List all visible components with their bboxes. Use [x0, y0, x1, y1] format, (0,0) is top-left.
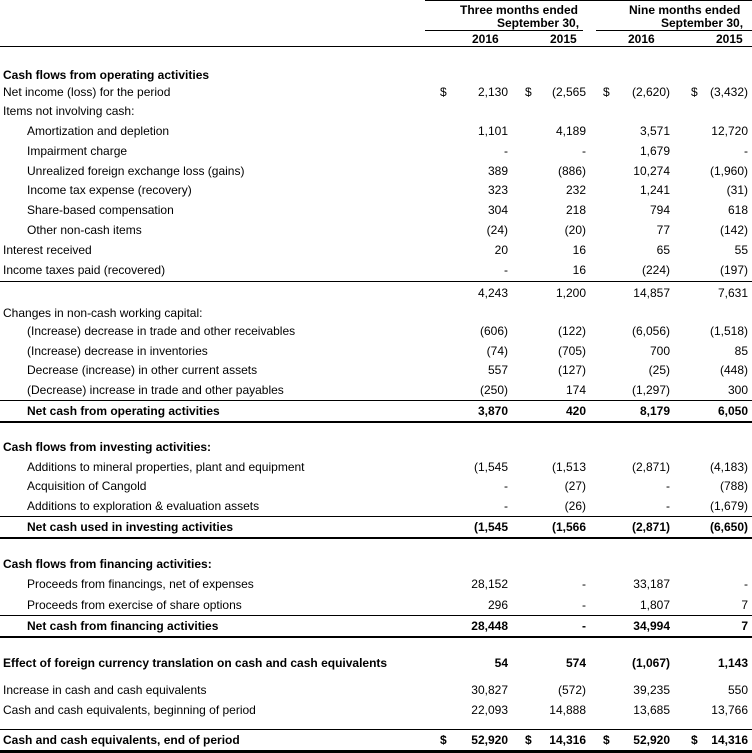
value-cell — [682, 306, 748, 322]
operating-total-top-rule — [0, 400, 752, 401]
value-cell: 22,093 — [471, 703, 508, 717]
value-cell: - — [582, 577, 586, 591]
value-cell: 389 — [487, 164, 508, 178]
value-cell: 218 — [565, 203, 586, 217]
three-months-underline — [425, 30, 583, 31]
value-cell: 7,631 — [717, 286, 748, 300]
value-cell: 3,870 — [477, 404, 508, 418]
operating-total-bottom-rule — [0, 421, 752, 423]
value-cell: 52,920 — [471, 733, 508, 747]
value-cell — [682, 68, 748, 84]
value-cell: (1,545 — [473, 520, 508, 534]
value-cell: 8,179 — [639, 404, 670, 418]
value-cell: 14,888 — [549, 703, 586, 717]
row-label: Share-based compensation — [27, 203, 174, 217]
row-label: Net cash used in investing activities — [27, 520, 234, 534]
table-row — [0, 201, 752, 221]
value-cell: 33,187 — [633, 577, 670, 591]
value-cell: 1,241 — [639, 183, 670, 197]
value-cell: - — [666, 479, 670, 493]
dollar-sign: $ — [603, 85, 610, 99]
row-label: Cash and cash equivalents, beginning of period — [3, 703, 256, 717]
year-col-2: 2015 — [550, 32, 577, 46]
value-cell: (6,056) — [631, 324, 670, 338]
value-cell — [442, 557, 508, 573]
value-cell: 300 — [727, 383, 748, 397]
table-row — [0, 284, 752, 304]
value-cell — [520, 68, 586, 84]
value-cell: (2,620) — [631, 85, 670, 99]
table-row — [0, 681, 752, 701]
value-cell: 55 — [734, 243, 748, 257]
nine-months-header-line1: Nine months ended — [629, 3, 741, 17]
value-cell: 65 — [656, 243, 670, 257]
value-cell: - — [666, 499, 670, 513]
value-cell: (788) — [719, 479, 748, 493]
table-row — [0, 361, 752, 381]
value-cell: 323 — [487, 183, 508, 197]
row-label: Additions to exploration & evaluation assets — [27, 499, 260, 513]
value-cell: (886) — [557, 164, 586, 178]
value-cell: - — [582, 619, 586, 633]
value-cell: - — [582, 598, 586, 612]
value-cell: 304 — [487, 203, 508, 217]
value-cell: - — [504, 263, 508, 277]
value-cell: (3,432) — [709, 85, 748, 99]
header-bottom-rule — [0, 46, 752, 47]
value-cell: 4,243 — [477, 286, 508, 300]
row-label: Unrealized foreign exchange loss (gains) — [27, 164, 245, 178]
value-cell: (1,518) — [709, 324, 748, 338]
row-label: Income tax expense (recovery) — [27, 183, 192, 197]
table-row — [0, 617, 752, 637]
value-cell: - — [504, 479, 508, 493]
value-cell: 30,827 — [471, 683, 508, 697]
year-col-4: 2015 — [716, 32, 743, 46]
nine-months-underline — [596, 30, 752, 31]
value-cell — [442, 440, 508, 456]
value-cell: 52,920 — [633, 733, 670, 747]
value-cell: 4,189 — [555, 124, 586, 138]
value-cell: 1,200 — [555, 286, 586, 300]
table-row — [0, 221, 752, 241]
value-cell: (197) — [719, 263, 748, 277]
row-label: Additions to mineral properties, plant and equipment — [27, 460, 305, 474]
value-cell: (606) — [479, 324, 508, 338]
value-cell: 28,448 — [471, 619, 508, 633]
financing-total-bottom-rule — [0, 636, 752, 638]
row-label: Proceeds from financings, net of expenses — [27, 577, 254, 591]
top-rule — [425, 0, 752, 1]
row-label: Income taxes paid (recovered) — [3, 263, 166, 277]
table-row — [0, 261, 752, 281]
nine-months-header-line2: September 30, — [661, 16, 744, 30]
value-cell: (20) — [564, 223, 586, 237]
value-cell: (74) — [486, 344, 508, 358]
table-row — [0, 497, 752, 517]
table-row — [0, 304, 752, 324]
row-label: Decrease (increase) in other current assets — [27, 363, 258, 377]
value-cell: 14,857 — [633, 286, 670, 300]
value-cell: (4,183) — [709, 460, 748, 474]
value-cell: 557 — [487, 363, 508, 377]
value-cell — [682, 104, 748, 120]
value-cell — [520, 440, 586, 456]
value-cell: 39,235 — [633, 683, 670, 697]
table-row — [0, 477, 752, 497]
value-cell — [604, 440, 670, 456]
value-cell — [604, 306, 670, 322]
dollar-sign: $ — [525, 733, 532, 747]
value-cell — [520, 104, 586, 120]
row-label: Interest received — [3, 243, 92, 257]
value-cell: 14,316 — [549, 733, 586, 747]
value-cell: (26) — [564, 499, 586, 513]
table-row — [0, 438, 752, 458]
value-cell: (142) — [719, 223, 748, 237]
value-cell: 28,152 — [471, 577, 508, 591]
table-row — [0, 701, 752, 721]
row-label: Amortization and depletion — [27, 124, 170, 138]
value-cell: 232 — [565, 183, 586, 197]
value-cell: - — [504, 499, 508, 513]
value-cell: (127) — [557, 363, 586, 377]
value-cell: 420 — [565, 404, 586, 418]
row-label: Impairment charge — [27, 144, 128, 158]
dollar-sign: $ — [440, 733, 447, 747]
value-cell: 7 — [741, 598, 748, 612]
row-label: Acquisition of Cangold — [27, 479, 147, 493]
value-cell: (448) — [719, 363, 748, 377]
value-cell: (572) — [557, 683, 586, 697]
value-cell — [442, 104, 508, 120]
value-cell: 3,571 — [639, 124, 670, 138]
value-cell — [682, 557, 748, 573]
value-cell: (1,566 — [551, 520, 586, 534]
row-label: Net income (loss) for the period — [3, 85, 171, 99]
value-cell: 1,807 — [639, 598, 670, 612]
dollar-sign: $ — [691, 733, 698, 747]
value-cell: (2,871) — [631, 460, 670, 474]
row-label: Changes in non-cash working capital: — [3, 306, 203, 320]
value-cell: 20 — [494, 243, 508, 257]
row-label: Items not involving cash: — [3, 104, 135, 118]
row-label: Cash flows from operating activities — [3, 68, 210, 82]
value-cell: (1,545 — [473, 460, 508, 474]
table-row — [0, 555, 752, 575]
value-cell: - — [744, 577, 748, 591]
table-row — [0, 342, 752, 362]
financing-total-top-rule — [0, 615, 752, 616]
year-col-3: 2016 — [628, 32, 655, 46]
value-cell: 550 — [727, 683, 748, 697]
value-cell: (27) — [564, 479, 586, 493]
value-cell — [520, 306, 586, 322]
value-cell — [442, 68, 508, 84]
value-cell — [604, 104, 670, 120]
value-cell: (2,565 — [551, 85, 586, 99]
value-cell: (224) — [641, 263, 670, 277]
row-label: Other non-cash items — [27, 223, 142, 237]
value-cell: 54 — [494, 656, 508, 670]
value-cell: 12,720 — [711, 124, 748, 138]
dollar-sign: $ — [603, 733, 610, 747]
table-row — [0, 731, 752, 751]
row-label: Effect of foreign currency translation on cash and cash equivalents — [3, 656, 388, 670]
row-label: Cash and cash equivalents, end of period — [3, 733, 240, 747]
table-row — [0, 596, 752, 616]
investing-total-bottom-rule — [0, 537, 752, 539]
value-cell — [682, 440, 748, 456]
table-row — [0, 162, 752, 182]
value-cell: (1,297) — [631, 383, 670, 397]
value-cell: 174 — [565, 383, 586, 397]
table-row — [0, 322, 752, 342]
table-row — [0, 575, 752, 595]
value-cell: 2,130 — [477, 85, 508, 99]
value-cell: 10,274 — [633, 164, 670, 178]
value-cell: (24) — [486, 223, 508, 237]
value-cell: 77 — [656, 223, 670, 237]
row-label: Increase in cash and cash equivalents — [3, 683, 207, 697]
value-cell: (705) — [557, 344, 586, 358]
value-cell: 794 — [649, 203, 670, 217]
row-label: Cash flows from financing activities: — [3, 557, 212, 571]
value-cell — [520, 557, 586, 573]
value-cell: (122) — [557, 324, 586, 338]
value-cell: 1,101 — [477, 124, 508, 138]
value-cell: 85 — [734, 344, 748, 358]
investing-total-top-rule — [0, 516, 752, 517]
dollar-sign: $ — [525, 85, 532, 99]
value-cell: (1,679) — [709, 499, 748, 513]
value-cell: 1,143 — [717, 656, 748, 670]
table-row — [0, 102, 752, 122]
value-cell: 296 — [487, 598, 508, 612]
value-cell: 6,050 — [717, 404, 748, 418]
table-row — [0, 518, 752, 538]
three-months-header-line2: September 30, — [497, 16, 580, 30]
value-cell: 16 — [572, 263, 586, 277]
table-row — [0, 181, 752, 201]
value-cell: (31) — [726, 183, 748, 197]
table-row — [0, 654, 752, 674]
value-cell: 1,679 — [639, 144, 670, 158]
row-label: (Increase) decrease in trade and other receivables — [27, 324, 296, 338]
row-label: Cash flows from investing activities: — [3, 440, 212, 454]
subtotal-rule — [0, 281, 752, 282]
value-cell: (1,960) — [709, 164, 748, 178]
value-cell: 34,994 — [633, 619, 670, 633]
value-cell: 700 — [649, 344, 670, 358]
row-label: Proceeds from exercise of share options — [27, 598, 242, 612]
row-label: Net cash from operating activities — [27, 404, 220, 418]
value-cell: 574 — [565, 656, 586, 670]
table-row — [0, 458, 752, 478]
value-cell: - — [504, 144, 508, 158]
value-cell — [442, 306, 508, 322]
value-cell: (25) — [648, 363, 670, 377]
dollar-sign: $ — [691, 85, 698, 99]
table-row — [0, 381, 752, 401]
table-row — [0, 241, 752, 261]
value-cell: 14,316 — [711, 733, 748, 747]
dollar-sign: $ — [440, 85, 447, 99]
value-cell: (6,650) — [709, 520, 748, 534]
three-months-header-line1: Three months ended — [460, 3, 579, 17]
value-cell: 13,766 — [711, 703, 748, 717]
value-cell: 16 — [572, 243, 586, 257]
value-cell: - — [744, 144, 748, 158]
end-of-period-top-rule — [0, 729, 752, 730]
value-cell: (1,067) — [631, 656, 670, 670]
row-label: (Increase) decrease in inventories — [27, 344, 208, 358]
value-cell: 7 — [741, 619, 748, 633]
table-row — [0, 402, 752, 422]
table-row — [0, 142, 752, 162]
row-label: (Decrease) increase in trade and other payables — [27, 383, 284, 397]
row-label: Net cash from financing activities — [27, 619, 219, 633]
value-cell: - — [582, 144, 586, 158]
value-cell: 618 — [727, 203, 748, 217]
value-cell: (2,871) — [631, 520, 670, 534]
value-cell — [604, 557, 670, 573]
table-row — [0, 83, 752, 103]
value-cell: (1,513 — [551, 460, 586, 474]
value-cell — [604, 68, 670, 84]
value-cell: 13,685 — [633, 703, 670, 717]
value-cell: (250) — [479, 383, 508, 397]
table-row — [0, 122, 752, 142]
year-col-1: 2016 — [472, 32, 499, 46]
